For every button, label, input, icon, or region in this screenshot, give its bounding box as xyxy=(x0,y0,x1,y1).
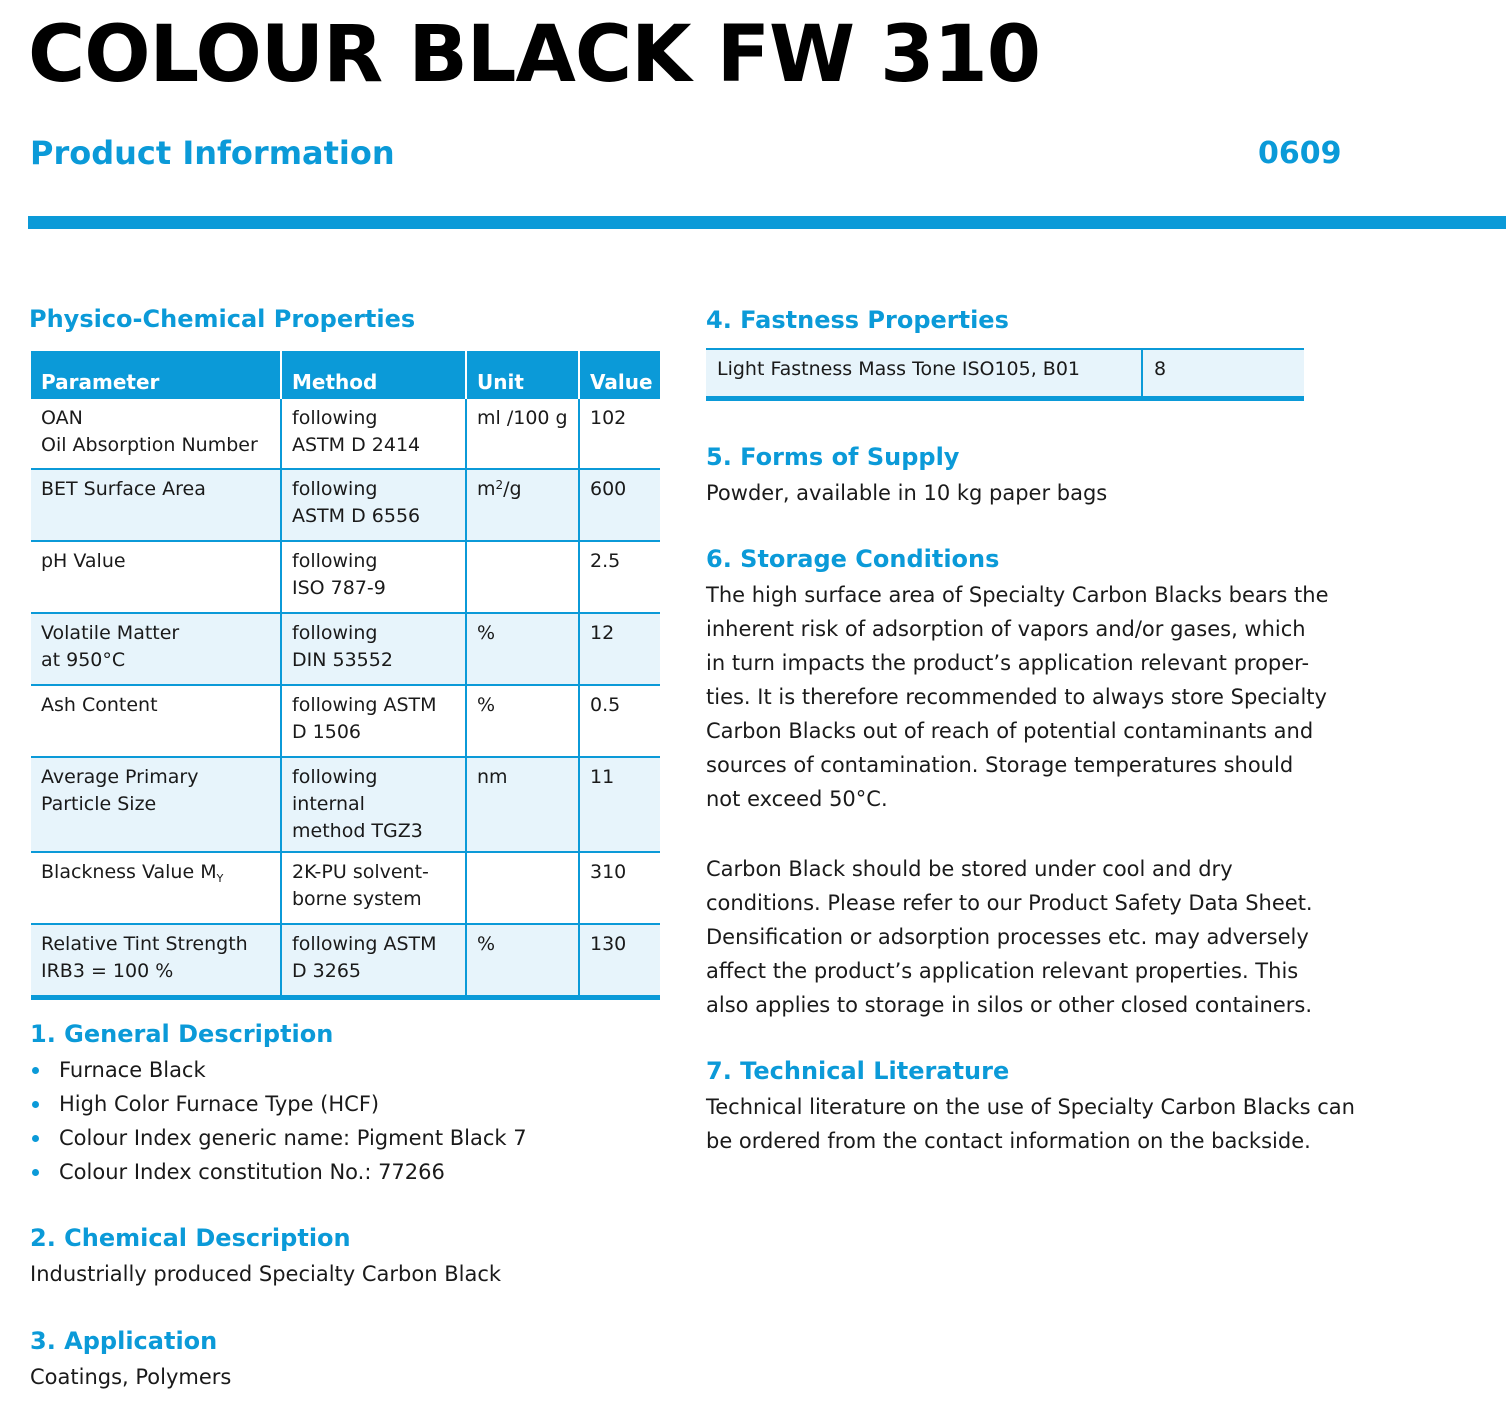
value-cell: 0.5 xyxy=(579,685,660,757)
unit-cell: ml /100 g xyxy=(466,399,579,469)
document-subtitle: Product Information xyxy=(30,134,395,172)
product-title: COLOUR BLACK FW 310 xyxy=(28,10,1040,100)
forms-of-supply-heading: 5. Forms of Supply xyxy=(706,443,960,471)
fastness-label-cell: Light Fastness Mass Tone ISO105, B01 xyxy=(706,349,1142,398)
parameter-cell: Ash Content xyxy=(31,685,281,757)
column-header-unit: Unit xyxy=(466,351,579,399)
method-cell: following ASTM D 2414 xyxy=(281,399,466,469)
value-cell: 12 xyxy=(579,613,660,685)
table-row xyxy=(31,852,660,924)
parameter-cell: Average Primary Particle Size xyxy=(31,757,281,852)
unit-cell: % xyxy=(466,924,579,997)
column-header-parameter: Parameter xyxy=(31,351,281,399)
table-row xyxy=(31,757,660,852)
general-description-list xyxy=(30,1053,527,1189)
storage-paragraph-1: The high surface area of Specialty Carbon Blacks bears the inherent risk of adsorption of vapors and/or gases, which in turn impacts the product’s application relevant proper- ties. It is therefore recommended to always store Specialty Carbon Blacks out of reach of potential contaminants and sources of contamination. Storage temperatures should not exceed 50°C. xyxy=(706,583,1329,811)
unit-cell: nm xyxy=(466,757,579,852)
list-item: High Color Furnace Type (HCF) xyxy=(30,1087,527,1121)
value-cell: 102 xyxy=(590,407,627,429)
unit-cell: % xyxy=(466,685,579,757)
parameter-cell: BET Surface Area xyxy=(31,469,281,541)
technical-literature-heading: 7. Technical Literature xyxy=(706,1057,1010,1085)
table-row xyxy=(31,613,660,685)
unit-cell xyxy=(466,852,579,924)
general-description-heading: 1. General Description xyxy=(30,1020,334,1048)
value-cell: 310 xyxy=(579,852,660,924)
value-cell: 130 xyxy=(579,924,660,997)
table-row xyxy=(31,685,660,757)
method-cell: following ASTM D 6556 xyxy=(281,469,466,541)
value-cell: 600 xyxy=(579,469,660,541)
list-item: Colour Index constitution No.: 77266 xyxy=(30,1155,527,1189)
table-row xyxy=(31,924,660,997)
method-cell: following internal method TGZ3 xyxy=(281,757,466,852)
parameter-cell: Relative Tint Strength IRB3 = 100 % xyxy=(31,924,281,997)
storage-paragraph-2: Carbon Black should be stored under cool and dry conditions. Please refer to our Product Safety Data Sheet. Densification or adsorption processes etc. may adversely affect the product’s application relevant properties. This also applies to storage in silos or other closed containers. xyxy=(706,857,1313,1017)
table-row xyxy=(706,349,1304,398)
properties-heading: Physico-Chemical Properties xyxy=(29,305,416,333)
fastness-value-cell: 8 xyxy=(1142,349,1304,398)
table-row xyxy=(31,399,660,469)
fastness-table xyxy=(706,348,1304,401)
parameter-cell: pH Value xyxy=(31,541,281,613)
method-cell: following DIN 53552 xyxy=(281,613,466,685)
parameter-cell: Blackness Value $M_Y$ xyxy=(31,852,281,924)
list-item: Furnace Black xyxy=(30,1053,527,1087)
list-item: Colour Index generic name: Pigment Black 7 xyxy=(30,1121,527,1155)
method-cell: following ASTM D 3265 xyxy=(281,924,466,997)
method-cell: following ISO 787-9 xyxy=(281,541,466,613)
value-cell: 2.5 xyxy=(579,541,660,613)
forms-of-supply-text: Powder, available in 10 kg paper bags xyxy=(706,481,1108,505)
method-cell: 2K-PU solvent- borne system xyxy=(281,852,466,924)
method-cell: following ASTM D 1506 xyxy=(281,685,466,757)
document-number: 0609 xyxy=(1258,136,1342,171)
value-cell: 11 xyxy=(579,757,660,852)
parameter-cell: OAN Oil Absorption Number xyxy=(31,399,281,469)
table-header-row xyxy=(31,351,660,399)
technical-literature-text: Technical literature on the use of Specialty Carbon Blacks can be ordered from the contact information on the backside. xyxy=(706,1095,1355,1153)
storage-conditions-heading: 6. Storage Conditions xyxy=(706,545,1000,573)
column-header-value: Value xyxy=(579,351,660,399)
properties-table xyxy=(31,351,660,1000)
application-heading: 3. Application xyxy=(30,1327,218,1355)
table-row xyxy=(31,541,660,613)
unit-cell xyxy=(466,541,579,613)
unit-cell: % xyxy=(466,613,579,685)
application-text: Coatings, Polymers xyxy=(30,1365,232,1389)
header-rule xyxy=(28,216,1506,229)
table-row xyxy=(31,469,660,541)
chemical-description-heading: 2. Chemical Description xyxy=(30,1224,351,1252)
fastness-heading: 4. Fastness Properties xyxy=(706,306,1009,334)
column-header-method: Method xyxy=(281,351,466,399)
unit-cell: $m^2/g$ xyxy=(466,469,579,541)
parameter-cell: Volatile Matter at 950°C xyxy=(31,613,281,685)
chemical-description-text: Industrially produced Specialty Carbon Black xyxy=(30,1262,502,1286)
